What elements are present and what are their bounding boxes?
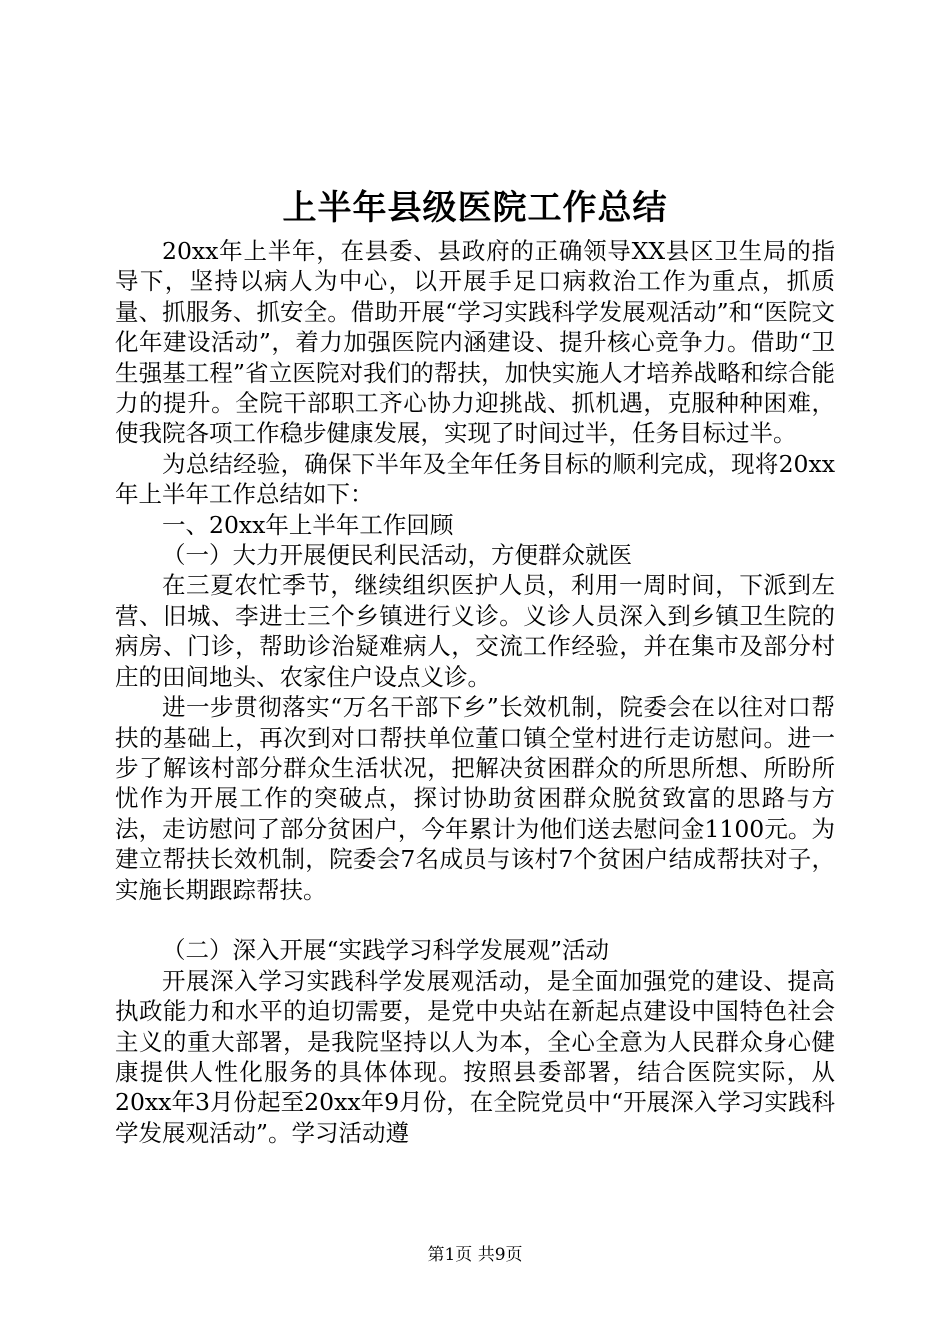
page-number-footer: 第1页 共9页 — [427, 1245, 523, 1265]
subsection-heading-2: （二）深入开展“实践学习科学发展观”活动 — [162, 936, 610, 965]
subsection-heading-1: （一）大力开展便民利民活动，方便群众就医 — [162, 541, 632, 570]
paragraph-village-support: 进一步贯彻落实“万名干部下乡”长效机制，院委会在以往对口帮扶的基础上，再次到对口帮扶单位董口镇仝堂村进行走访慰问。进一步了解该村部分群众生活状况，把解决贫困群众的所思所想、所盼所忧作为开展工作的突破点，探讨协助贫困群众脱贫致富的思路与方法，走访慰问了部分贫困户，今年累计为他们送去慰问金1100元。为建立帮扶长效机制，院委会7名成员与该村7个贫困户结成帮扶对子，实施长期跟踪帮扶。 — [115, 693, 835, 904]
document-body — [115, 236, 835, 1148]
paragraph-summary-lead: 为总结经验，确保下半年及全年任务目标的顺利完成，现将20xx年上半年工作总结如下： — [115, 449, 835, 509]
paragraph-intro: 20xx年上半年，在县委、县政府的正确领导XX县区卫生局的指导下，坚持以病人为中心，以开展手足口病救治工作为重点，抓质量、抓服务、抓安全。借助开展“学习实践科学发展观活动”和“医院文化年建设活动”，着力加强医院内涵建设、提升核心竞争力。借助“卫生强基工程”省立医院对我们的帮扶，加快实施人才培养战略和综合能力的提升。全院干部职工齐心协力迎挑战、抓机遇，克服种种困难，使我院各项工作稳步健康发展，实现了时间过半，任务目标过半。 — [115, 237, 835, 448]
section-heading-1: 一、20xx年上半年工作回顾 — [162, 510, 454, 539]
paragraph-study-activity: 开展深入学习实践科学发展观活动，是全面加强党的建设、提高执政能力和水平的迫切需要，是党中央站在新起点建设中国特色社会主义的重大部署，是我院坚持以人为本，全心全意为人民群众身心健康提供人性化服务的具体体现。按照县委部署，结合医院实际，从20xx年3月份起至20xx年9月份，在全院党员中“开展深入学习实践科学发展观活动”。学习活动遵 — [115, 966, 835, 1147]
paragraph-free-clinic: 在三夏农忙季节，继续组织医护人员，利用一周时间，下派到左营、旧城、李进士三个乡镇进行义诊。义诊人员深入到乡镇卫生院的病房、门诊，帮助诊治疑难病人，交流工作经验，并在集市及部分村庄的田间地头、农家住户设点义诊。 — [115, 571, 835, 691]
document-title: 上半年县级医院工作总结 — [282, 188, 668, 228]
